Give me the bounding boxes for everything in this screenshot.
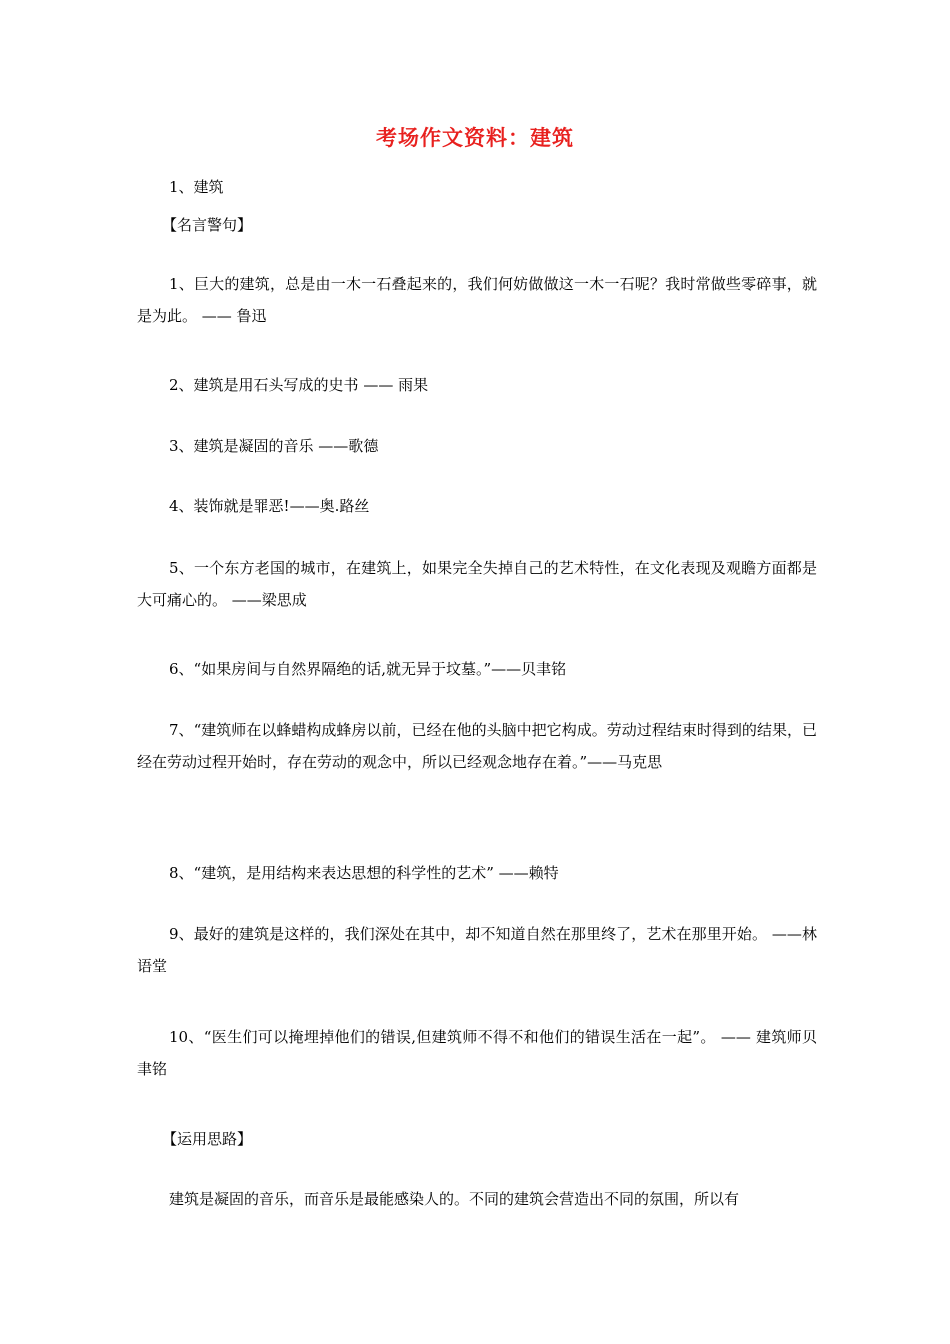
document-title: 考场作文资料：建筑: [376, 126, 574, 150]
quotes-heading: 【名言警句】: [162, 216, 253, 234]
quote-item: 1、巨大的建筑，总是由一木一石叠起来的，我们何妨做做这一木一石呢？我时常做些零碎事，就是为此。 —— 鲁迅: [137, 275, 817, 325]
quote-item: 7、“建筑师在以蜂蜡构成蜂房以前，已经在他的头脑中把它构成。劳动过程结束时得到的结果，已经在劳动过程开始时，存在劳动的观念中，所以已经观念地存在着。”——马克思: [137, 721, 817, 771]
usage-paragraph: 建筑是凝固的音乐，而音乐是最能感染人的。不同的建筑会营造出不同的氛围，所以有: [169, 1190, 740, 1208]
quote-item: 10、“医生们可以掩埋掉他们的错误,但建筑师不得不和他们的错误生活在一起”。 —— 建筑师贝聿铭: [137, 1028, 817, 1078]
usage-heading: 【运用思路】: [162, 1130, 253, 1148]
quote-item: 5、一个东方老国的城市，在建筑上，如果完全失掉自己的艺术特性，在文化表现及观瞻方面都是大可痛心的。 ——梁思成: [137, 559, 817, 609]
quote-item: 4、装饰就是罪恶!——奥.路丝: [169, 497, 370, 515]
quote-item: 3、建筑是凝固的音乐 ——歌德: [169, 437, 379, 455]
quote-item: 8、“建筑，是用结构来表达思想的科学性的艺术” ——赖特: [169, 864, 559, 882]
quote-item: 2、建筑是用石头写成的史书 —— 雨果: [169, 376, 429, 394]
quote-item: 6、“如果房间与自然界隔绝的话,就无异于坟墓。”——贝聿铭: [169, 660, 567, 678]
section-heading: 1、建筑: [169, 178, 224, 196]
quote-item: 9、最好的建筑是这样的，我们深处在其中，却不知道自然在那里终了，艺术在那里开始。 ——林语堂: [137, 925, 817, 975]
